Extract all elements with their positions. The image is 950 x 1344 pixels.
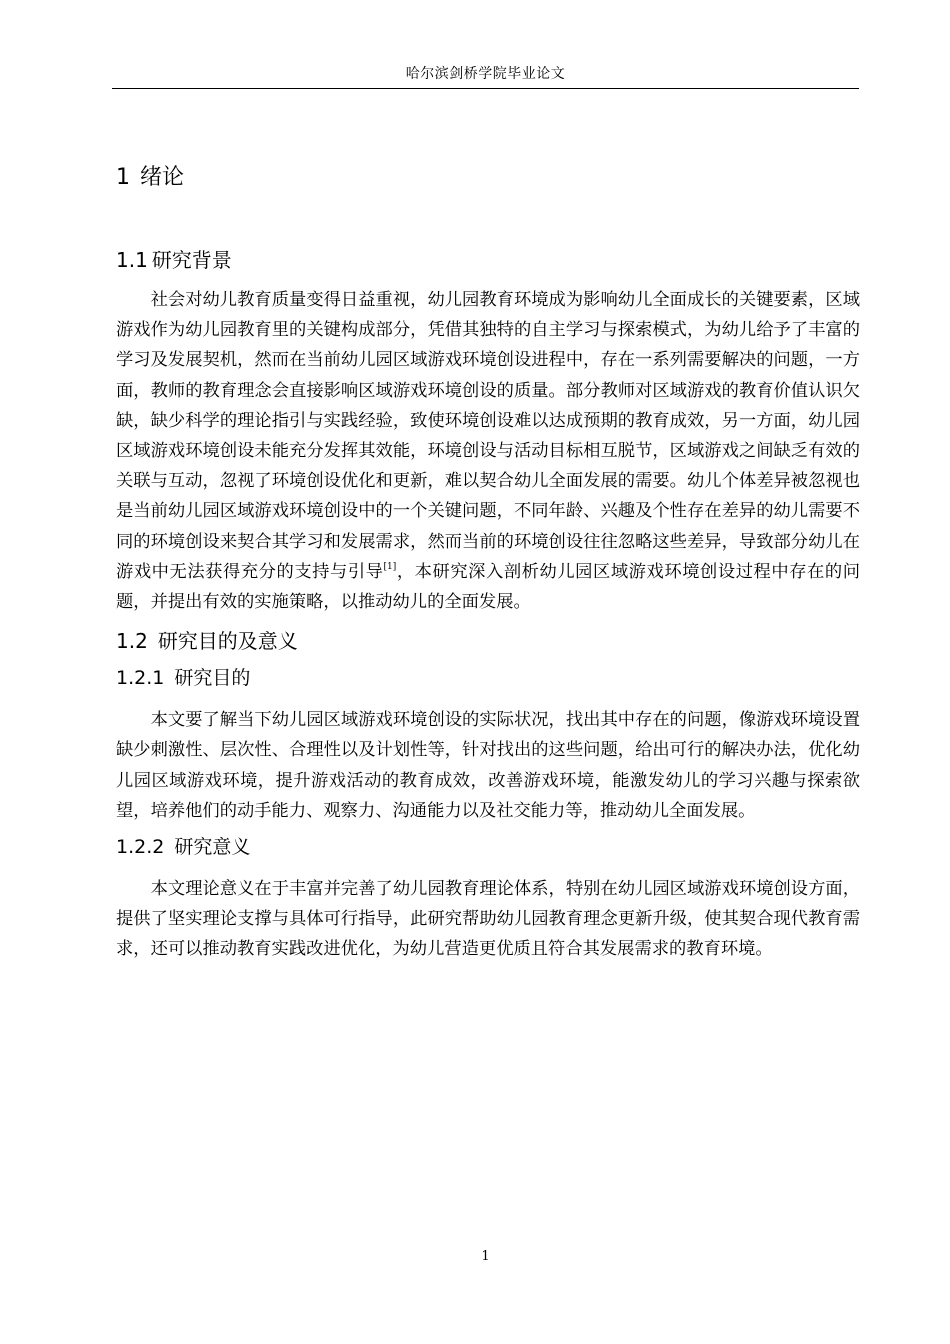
background-paragraph <box>116 285 860 617</box>
subsection-number: 1.2.2 <box>116 836 165 859</box>
page-number: 1 <box>481 1249 490 1264</box>
header-divider <box>112 88 859 89</box>
subsection-title: 研究意义 <box>174 836 251 859</box>
chapter-title: 绪论 <box>140 165 185 190</box>
subsection-heading-1-2-2 <box>116 832 860 862</box>
chapter-number: 1 <box>116 165 130 190</box>
subsection-heading-1-2-1 <box>116 663 860 693</box>
purpose-paragraph: 本文要了解当下幼儿园区域游戏环境创设的实际状况，找出其中存在的问题，像游戏环境设置缺少刺激性、层次性、合理性以及计划性等，针对找出的这些问题，给出可行的解决办法，优化幼儿园区域游戏环境，提升游戏活动的教育成效，改善游戏环境，能激发幼儿的学习兴趣与探索欲望，培养他们的动手能力、观察力、沟通能力以及社交能力等，推动幼儿全面发展。 <box>116 710 860 821</box>
paragraph-text-continued: ，本研究深入剖析幼儿园区域游戏环境创设过程中存在的问 题，并提出有效的实施策略，以推动幼儿的全面发展。 <box>116 561 860 613</box>
section-title: 研究目的及意义 <box>157 629 298 654</box>
section-heading-1-1 <box>116 244 860 276</box>
significance-paragraph: 本文理论意义在于丰富并完善了幼儿园教育理论体系，特别在幼儿园区域游戏环境创设方面，提供了坚实理论支撑与具体可行指导，此研究帮助幼儿园教育理念更新升级，使其契合现代教育需求，还可以推动教育实践改进优化，为幼儿营造更优质且符合其发展需求的教育环境。 <box>116 879 860 960</box>
subsection-title: 研究目的 <box>174 667 251 690</box>
document-body <box>116 158 860 965</box>
page-header: 哈尔滨剑桥学院毕业论文 <box>405 66 566 82</box>
section-title: 研究背景 <box>151 248 232 272</box>
subsection-number: 1.2.1 <box>116 667 165 690</box>
paragraph-text: 社会对幼儿教育质量变得日益重视，幼儿园教育环境成为影响幼儿全面成长的关键要素，区域游戏作为幼儿园教育里的关键构成部分，凭借其独特的自主学习与探索模式，为幼儿给予了丰富的学习及发展契机，然而在当前幼儿园区域游戏环境创设进程中，存在一系列需要解决的问题，一方面，教师的教育理念会直接影响区域游戏环境创设的质量。部分教师对区域游戏的教育价值认识欠缺，缺少科学的理论指引与实践经验，致使环境创设难以达成预期的教育成效，另一方面，幼儿园区域游戏环境创设未能充分发挥其效能，环境创设与活动目标相互脱节，区域游戏之间缺乏有效的关联与互动，忽视了环境创设优化和更新，难以契合幼儿全面发展的需要。幼儿个体差异被忽视也是当前幼儿园区域游戏环境创设中的一个关键问题，不同年龄、兴趣及个性存在差异的幼儿需要不同的环境创设来契合其学习和发展需求，然而当前的环境创设往往忽略这些差异，导致部分幼儿在游戏中无法获得充分的支持与引导 <box>116 290 860 582</box>
section-number: 1.2 <box>116 629 148 654</box>
section-number: 1.1 <box>116 248 148 272</box>
chapter-heading <box>116 158 860 198</box>
citation-reference[interactable]: [1] <box>383 561 397 572</box>
section-heading-1-2 <box>116 625 860 657</box>
